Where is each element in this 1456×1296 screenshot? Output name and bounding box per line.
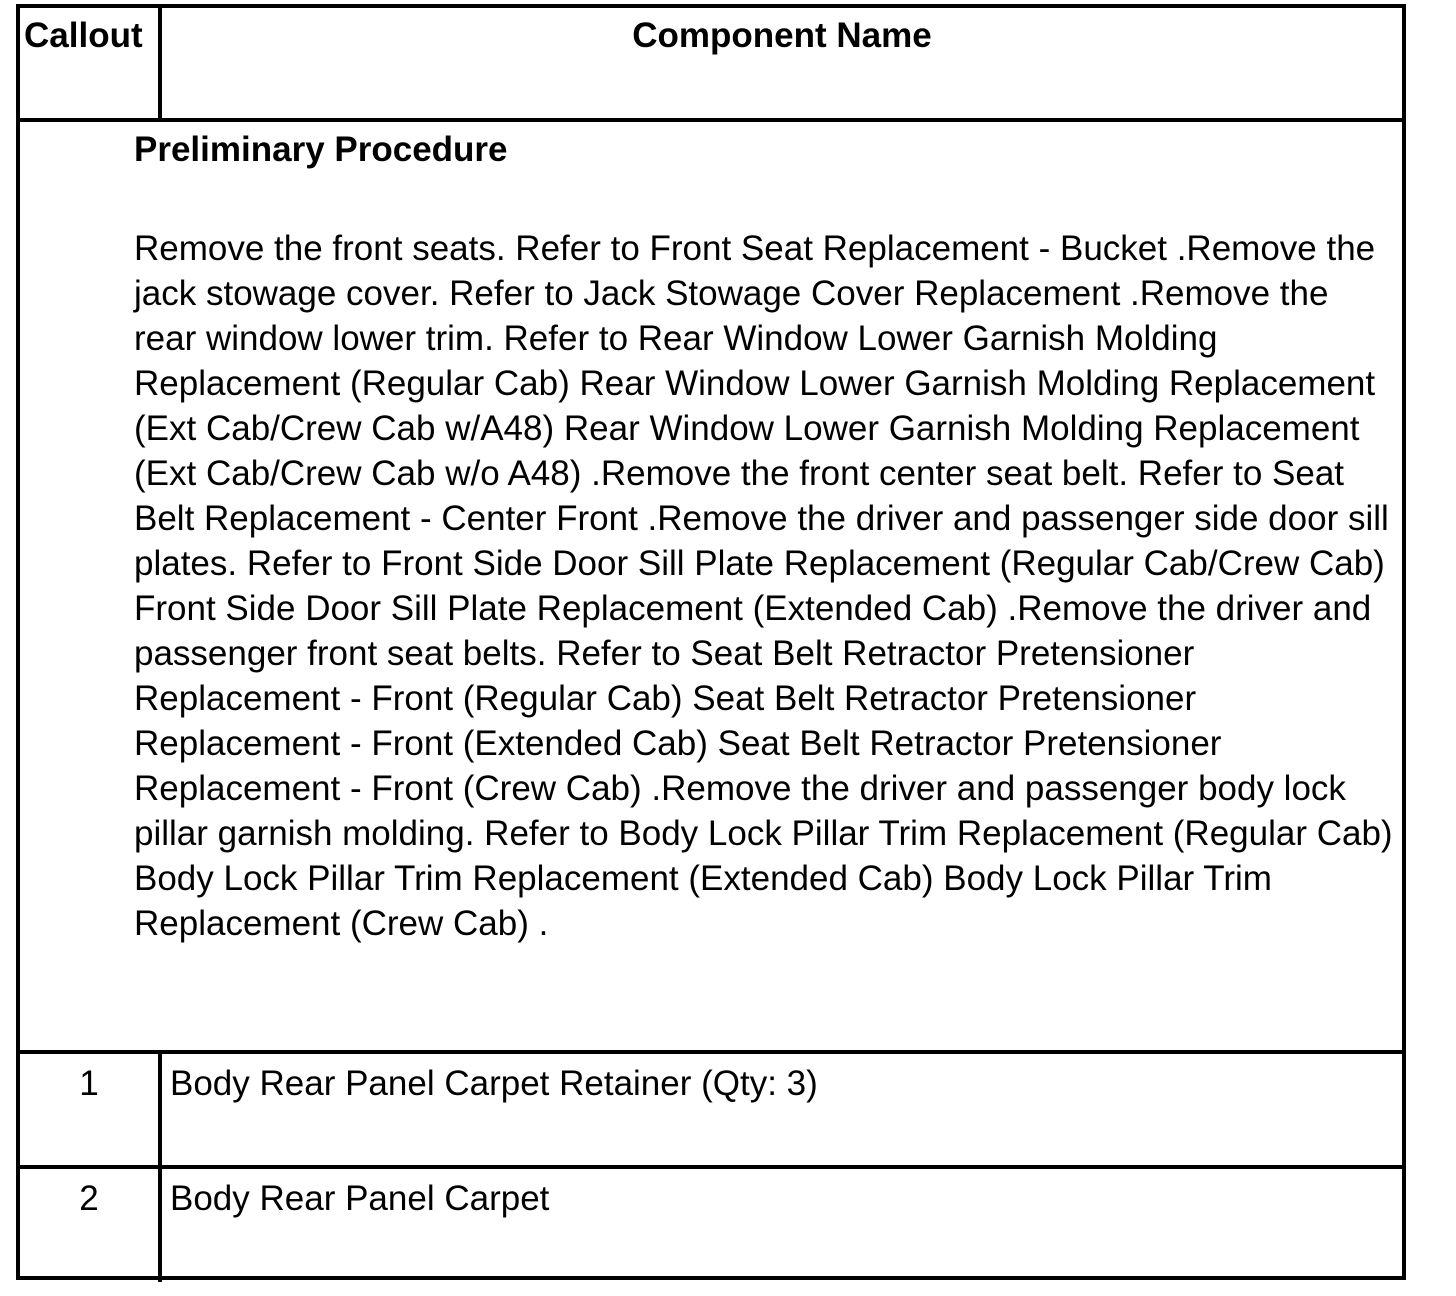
table-row-callout: 1 xyxy=(79,1064,99,1103)
header-row-divider xyxy=(20,118,1402,122)
preliminary-procedure-text: Remove the front seats. Refer to Front Seat Replacement - Bucket .Remove the jack stowage cover. Refer to Jack Stowage Cover Replacement .Remove the rear window lower trim. Refer to Rear Window Lower Garnish Molding Replacement (Regular Cab) Rear Window Lower Garnish Molding Replacement (Ext Cab/Crew Cab w/A48) Rear Window Lower Garnish Molding Replacement (Ext Cab/Crew Cab w/o A48) .Remove the front center seat belt. Refer to Seat Belt Replacement - Center Front .Remove the driver and passenger side door sill plates. Refer to Front Side Door Sill Plate Replacement (Regular Cab/Crew Cab) Front Side Door Sill Plate Replacement (Extended Cab) .Remove the driver and passenger front seat belts. Refer to Seat Belt Retractor Pretensioner Replacement - Front (Regular Cab) Seat Belt Retractor Pretensioner Replacement - Front (Extended Cab) Seat Belt Retractor Pretensioner Replacement - Front (Crew Cab) .Remove the driver and passenger body lock pillar garnish molding. Refer to Body Lock Pillar Trim Replacement (Regular Cab) Body Lock Pillar Trim Replacement (Extended Cab) Body Lock Pillar Trim Replacement (Crew Cab) . xyxy=(134,229,1393,943)
header-column-divider xyxy=(158,8,162,118)
table-row-callout: 2 xyxy=(79,1179,99,1218)
components-table xyxy=(16,4,1406,1280)
callout-column-header: Callout xyxy=(24,16,143,55)
table-row-component: Body Rear Panel Carpet Retainer (Qty: 3) xyxy=(170,1064,818,1103)
preliminary-procedure-title: Preliminary Procedure xyxy=(134,130,508,169)
preliminary-procedure xyxy=(134,128,1394,946)
preliminary-row-divider xyxy=(20,1050,1402,1054)
table-row-component: Body Rear Panel Carpet xyxy=(170,1179,550,1218)
component-name-column-header: Component Name xyxy=(632,16,932,55)
row-divider xyxy=(20,1165,1402,1169)
